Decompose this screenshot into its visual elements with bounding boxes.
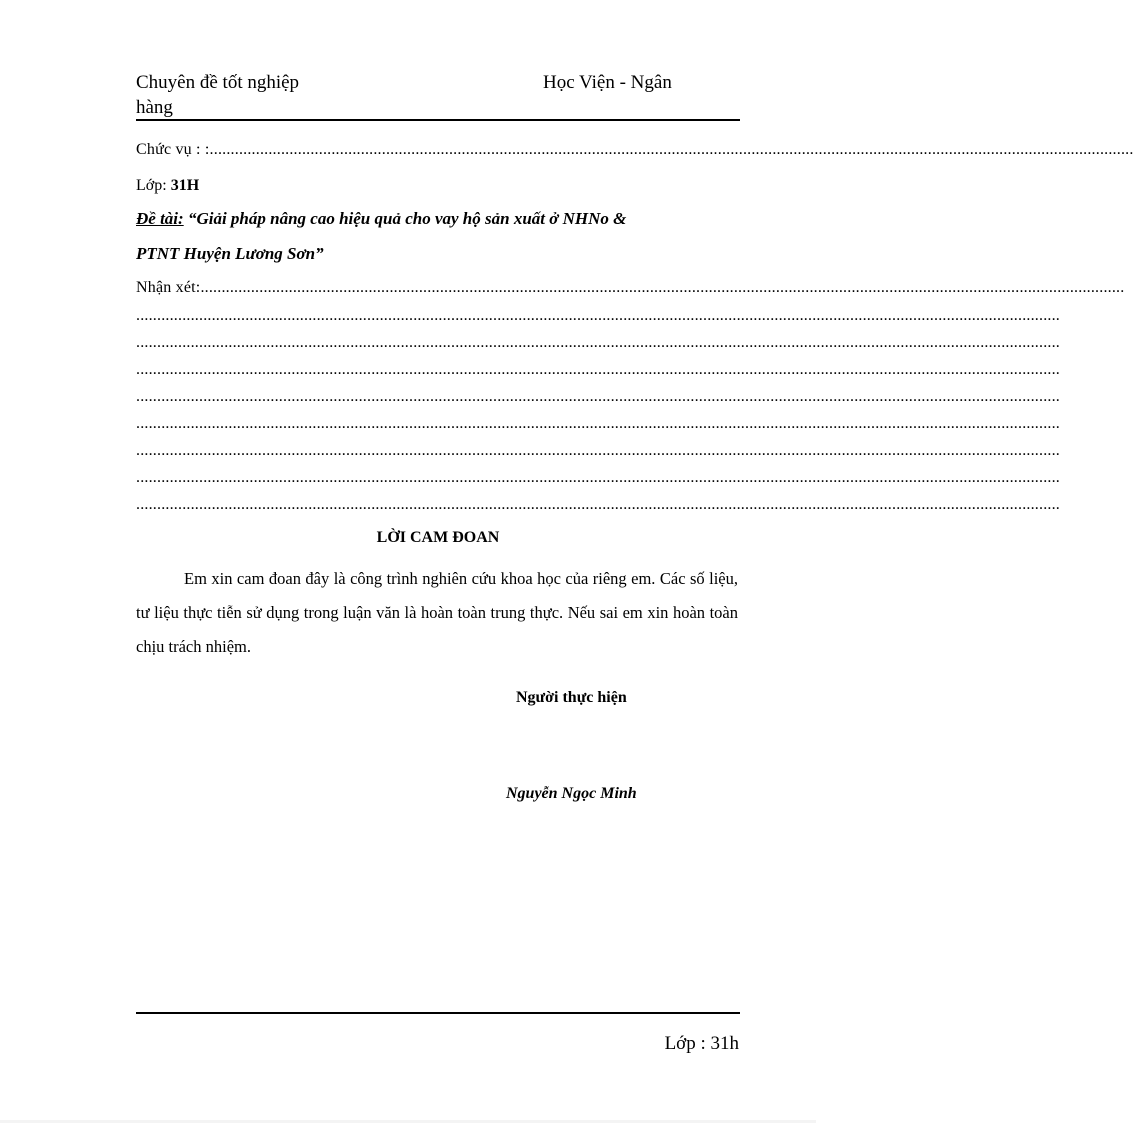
signer-title: Người thực hiện (516, 689, 627, 706)
dotted-leader: ............................................................................................................................................................................................................................ (200, 279, 1125, 296)
blank-dotted-line: ............................................................................................................................................................................................................................ (136, 361, 1060, 378)
signer-name: Nguyễn Ngọc Minh (506, 785, 637, 802)
blank-dotted-line: ............................................................................................................................................................................................................................ (136, 388, 1060, 405)
header-left-line1: Chuyên đề tốt nghiệp (136, 72, 300, 93)
lop-value: 31H (170, 177, 200, 194)
header-left (136, 70, 299, 120)
de-tai-line2: PTNT Huyện Lương Sơn” (136, 244, 324, 263)
blank-dotted-line: ............................................................................................................................................................................................................................ (136, 307, 1060, 324)
blank-dotted-line: ............................................................................................................................................................................................................................ (136, 496, 1060, 513)
commitment-body (136, 562, 738, 664)
header-right: Học Viện - Ngân (543, 72, 672, 93)
footer-class-label: Lớp : 31h (664, 1033, 739, 1054)
nhan-xet-label: Nhận xét: (136, 279, 201, 296)
header-left-line2: hàng (136, 97, 173, 118)
commitment-text: Em xin cam đoan đây là công trình nghiên cứu khoa học của riêng em. Các số liệu, tư liệu thực tiễn sử dụng trong luận văn là hoàn toàn trung thực. Nếu sai em xin hoàn toàn chịu trách nhiệm. (136, 569, 738, 656)
de-tai-row (136, 208, 740, 230)
blank-dotted-line: ............................................................................................................................................................................................................................ (136, 469, 1060, 486)
lop-label: Lớp: (136, 177, 167, 194)
commitment-heading: LỜI CAM ĐOAN (376, 529, 500, 546)
blank-dotted-line: ............................................................................................................................................................................................................................ (136, 442, 1060, 459)
footer-divider (136, 1012, 740, 1014)
chuc-vu-row (136, 140, 1134, 160)
header-divider (136, 119, 740, 121)
blank-dotted-line: ............................................................................................................................................................................................................................ (136, 415, 1060, 432)
de-tai-line1: “Giải pháp nâng cao hiệu quả cho vay hộ sản xuất ở NHNo & (183, 209, 627, 228)
nhan-xet-row (136, 278, 1125, 298)
lop-row (136, 176, 740, 196)
dotted-leader: ............................................................................................................................................................................................................................ (209, 141, 1134, 158)
de-tai-label: Đề tài: (136, 209, 184, 228)
chuc-vu-label: Chức vụ : : (136, 141, 210, 158)
blank-dotted-line: ............................................................................................................................................................................................................................ (136, 334, 1060, 351)
